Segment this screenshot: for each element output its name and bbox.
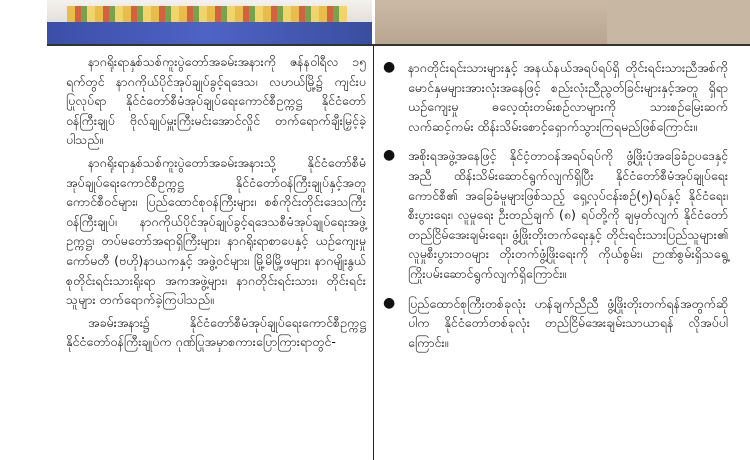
photo-bottom-border bbox=[47, 44, 750, 46]
column-divider bbox=[373, 46, 374, 460]
stage-backdrop bbox=[47, 22, 372, 44]
bullet-item bbox=[383, 58, 728, 136]
bullet-text: နာဂတိုင်းရင်းသားများနှင့် အနယ်နယ်အရပ်ရပ်ရှိ တိုင်းရင်းသားညီအစ်ကို မောင်နှမများအားလုံးအနေဖြင့် စည်းလုံးညီညွတ်ခြင်းများနှင့်အတူ ရှိရာယဉ်ကျေးမှု ဓလေ့ထုံးတမ်းစဉ်လာများကို သားစဉ်မြေးဆက် လက်ဆင့်ကမ်း ထိန်းသိမ်းစောင့်ရှောက်သွားကြရမည်ဖြစ်ကြောင်း။ bbox=[408, 60, 728, 134]
header-photo bbox=[47, 0, 750, 44]
right-column bbox=[383, 58, 728, 362]
paragraph-2: နာဂရိုးရာနှစ်သစ်ကူးပွဲတော်အခမ်းအနားသို့ နိုင်ငံတော်စီမံအုပ်ချုပ်ရေးကောင်စီဥက္ကဋ္ဌ နိုင်ငံတော်ဝန်ကြီးချုပ်နှင့်အတူ ကောင်စီဝင်များ၊ ပြည်ထောင်စုဝန်ကြီးများ၊ စစ်ကိုင်းတိုင်းဒေသကြီးဝန်ကြီးချုပ်၊ နာဂကိုယ်ပိုင်အုပ်ချုပ်ခွင့်ရဒေသစီမံအုပ်ချုပ်ရေးအဖွဲ့ဥက္ကဋ္ဌ၊ တပ်မတော်အရာရှိကြီးများ၊ နာဂရိုးရာစာပေနှင့် ယဉ်ကျေးမှုကော်မတီ (ဗဟို)နာယကနှင့် အဖွဲ့ဝင်များ၊ မြို့မိမြို့ဖများ၊ နာဂမျိုးနွယ်စုတိုင်းရင်းသားရိုးရာ အကအဖွဲ့များ၊ နာဂတိုင်းရင်းသား၊ တိုင်းရင်းသူများ တက်ရောက်ခဲ့ကြပါသည်။ bbox=[66, 154, 366, 308]
paragraph-1: နာဂရိုးရာနှစ်သစ်ကူးပွဲတော်အခမ်းအနားကို ဇန်နဝါရီလ ၁၅ ရက်တွင် နာဂကိုယ်ပိုင်အုပ်ချုပ်ခွင့်ရဒေသ၊ လဟယ်မြို့၌ ကျင်းပပြုလုပ်ရာ နိုင်ငံတော်စီမံအုပ်ချုပ်ရေးကောင်စီဥက္ကဋ္ဌ နိုင်ငံတော်ဝန်ကြီးချုပ် ဗိုလ်ချုပ်မှူးကြီးမင်းအောင်လှိုင် တက်ရောက်ချီးမြှင့်ခဲ့ပါသည်။ bbox=[66, 54, 366, 148]
bullet-text: ပြည်ထောင်စုကြီးတစ်ခုလုံး ဟန်ချက်ညီညီ ဖွံ့ဖြိုးတိုးတက်ရန်အတွက်ဆိုပါက နိုင်ငံတော်တစ်ခုလုံး တည်ငြိမ်အေးချမ်းသာယာရန် လိုအပ်ပါကြောင်း။ bbox=[408, 295, 728, 350]
bullet-text: အစိုးရအဖွဲ့အနေဖြင့် နိုင်ငံ့တာဝန်အရပ်ရပ်ကို ဖွံ့ဖြိုးပုံအခြေခံဥပဒေနှင့်အညီ ထိန်းသိမ်းဆောင်ရွက်လျက်ရှိပြီး နိုင်ငံတော်စီမံအုပ်ချုပ်ရေးကောင်စီ၏ အခြေခံမူများဖြစ်သည့် ရှေ့လုပ်ငန်းစဉ်(၅)ရပ်နှင့် နိုင်ငံရေး၊ စီးပွားရေး၊ လူမှုရေး ဦးတည်ချက် (၈) ရပ်တို့ကို ချမှတ်လျက် နိုင်ငံတော်တည်ငြိမ်အေးချမ်းရေး၊ ဖွံ့ဖြိုးတိုးတက်ရေးနှင့် တိုင်းရင်းသားပြည်သူများ၏ လူမှုစီးပွားဘဝများ တိုးတက်ဖွံ့ဖြိုးရေးကို ကိုယ်စွမ်း၊ ဉာဏ်စွမ်းရှိသရွေ့ ကြိုးပမ်းဆောင်ရွက်လျက်ရှိကြောင်း။ bbox=[408, 148, 728, 281]
photo-ground-edge bbox=[607, 0, 750, 44]
left-column bbox=[66, 52, 366, 355]
bullet-icon: ● bbox=[383, 147, 396, 164]
bullet-item bbox=[383, 294, 728, 353]
bullet-icon: ● bbox=[383, 294, 396, 311]
photo-ceremony-stage bbox=[47, 0, 372, 44]
bullet-icon: ● bbox=[383, 59, 396, 75]
bullet-item bbox=[383, 146, 728, 283]
paragraph-3: အခမ်းအနား၌ နိုင်ငံတော်စီမံအုပ်ချုပ်ရေးကောင်စီဥက္ကဋ္ဌ နိုင်ငံတော်ဝန်ကြီးချုပ်က ဂုဏ်ပြုအမှာစကားပြောကြားရာတွင်- bbox=[66, 314, 366, 350]
